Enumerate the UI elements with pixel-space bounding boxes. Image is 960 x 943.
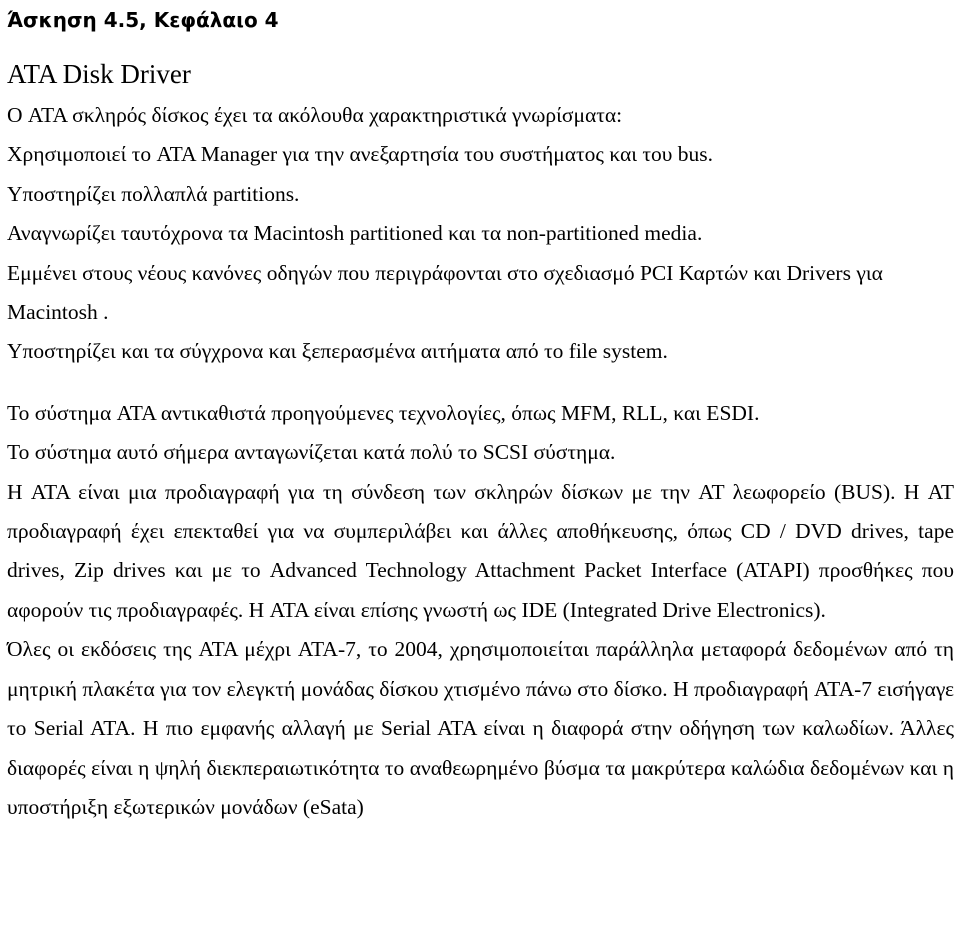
document-title: ATA Disk Driver xyxy=(7,59,191,89)
exercise-header: Άσκηση 4.5, Κεφάλαιο 4 xyxy=(7,8,279,32)
feature-item: Αναγνωρίζει ταυτόχρονα τα Macintosh partitioned και τα non-partitioned media. xyxy=(7,221,703,246)
feature-item: Υποστηρίζει πολλαπλά partitions. xyxy=(7,181,300,206)
paragraph-ata-spec: Η ATA είναι μια προδιαγραφή για τη σύνδεση των σκληρών δίσκων με την AT λεωφορείο (BUS). Η AT προδιαγραφή έχει επεκταθεί για να συμπεριλάβει και άλλες αποθήκευσης, όπως CD / DVD drives, tape drives, Zip drives και με το Advanced Technology Attachment Packet Interface (ATAPI) προσθήκες που αφορούν τις προδιαγραφές. Η ATA είναι επίσης γνωστή ως IDE (Integrated Drive Electronics). xyxy=(7,479,954,622)
description-section xyxy=(7,394,954,827)
paragraph-ata-versions: Όλες οι εκδόσεις της ATA μέχρι ATA-7, το 2004, χρησιμοποιείται παράλληλα μεταφορά δεδομένων από τη μητρική πλακέτα για τον ελεγκτή μονάδας δίσκου χτισμένο πάνω στο δίσκο. Η προδιαγραφή ATA-7 εισήγαγε το Serial ATA. Η πιο εμφανής αλλαγή με Serial ATA είναι η διαφορά στην οδήγηση των καλωδίων. Άλλες διαφορές είναι η ψηλή διεκπεραιωτικότητα το αναθεωρημένο βύσμα τα μακρύτερα καλώδια δεδομένων και η υποστήριξη εξωτερικών μονάδων (eSata) xyxy=(7,637,954,819)
paragraph-replaces: Το σύστημα ATA αντικαθιστά προηγούμενες τεχνολογίες, όπως MFM, RLL, και ESDI. xyxy=(7,400,760,425)
paragraph-competes: Το σύστημα αυτό σήμερα ανταγωνίζεται κατά πολύ το SCSI σύστημα. xyxy=(7,440,616,465)
features-intro: Ο ATA σκληρός δίσκος έχει τα ακόλουθα χαρακτηριστικά γνωρίσματα: xyxy=(7,103,623,127)
feature-item: Χρησιμοποιεί το ATA Manager για την ανεξαρτησία του συστήματος και του bus. xyxy=(7,142,714,167)
feature-item: Εμμένει στους νέους κανόνες οδηγών που περιγράφονται στο σχεδιασμό PCI Καρτών και Drivers για Macintosh . xyxy=(7,260,883,325)
section-gap xyxy=(7,372,954,394)
feature-item: Υποστηρίζει και τα σύγχρονα και ξεπερασμένα αιτήματα από το file system. xyxy=(7,339,668,364)
features-section xyxy=(7,96,954,372)
